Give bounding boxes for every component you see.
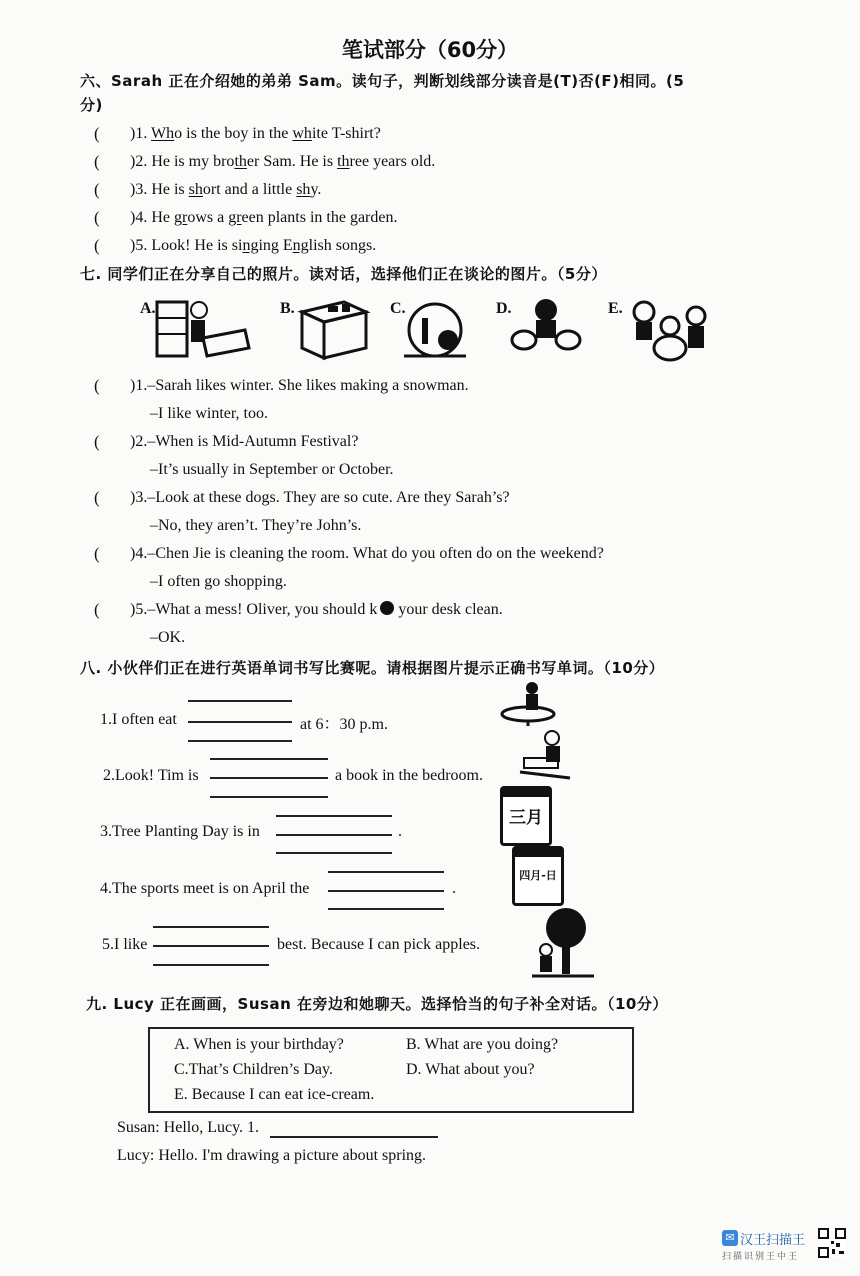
section-6-heading: 六、Sarah 正在介绍她的弟弟 Sam。读句子，判断划线部分读音是(T)否(F)相同。(5	[80, 72, 685, 90]
underlined-letters: sh	[296, 181, 311, 198]
answer-paren[interactable]: (	[94, 152, 100, 171]
dialog-answer: –I often go shopping.	[150, 573, 287, 590]
item-text: ort and a little	[202, 181, 297, 198]
picture-b-messy-desk	[292, 298, 372, 364]
pic-label-a: A.	[140, 300, 156, 317]
item-text: He is	[151, 181, 189, 198]
s8-q1-post: at 6：30 p.m.	[300, 716, 388, 733]
page-title: 笔试部分（60分）	[341, 38, 519, 62]
dialog-question	[130, 601, 503, 619]
dialog-question	[130, 433, 358, 451]
picture-d-dogs	[510, 296, 582, 360]
s8-q2-line-top	[210, 758, 328, 760]
item-text: ing E	[258, 237, 293, 254]
s8-q1-blank[interactable]	[188, 721, 292, 723]
pic-label-e: E.	[608, 300, 623, 317]
pic-label-d: D.	[496, 300, 512, 317]
dialog-answer: –It’s usually in September or October.	[150, 461, 394, 478]
s8-q2-line-bottom	[210, 796, 328, 798]
answer-paren[interactable]: (	[94, 236, 100, 255]
dialog-question	[130, 489, 510, 507]
underlined-letters: wh	[292, 125, 312, 142]
section-6-heading-cont: 分)	[80, 96, 103, 114]
answer-paren[interactable]: (	[94, 488, 100, 507]
s8-q5-line-top	[153, 926, 269, 928]
sec6-item	[130, 153, 435, 171]
s8-q1-pre: 1.I often eat	[100, 711, 177, 728]
item-text: ite T-shirt?	[311, 125, 381, 142]
item-text: He	[151, 209, 174, 226]
item-text: He is my bro	[151, 153, 235, 170]
underlined-letters: sh	[188, 181, 203, 198]
answer-paren[interactable]: (	[94, 124, 100, 143]
item-text: )4.	[130, 209, 152, 226]
picture-apple-tree	[528, 906, 598, 980]
dialog-blank-1[interactable]	[270, 1136, 438, 1138]
question-text: )1.–Sarah likes winter. She likes making a snowman.	[130, 377, 469, 394]
underlined-letters: th	[234, 153, 247, 170]
item-text: lish songs.	[308, 237, 377, 254]
calendar-march-icon	[500, 786, 552, 846]
section-9-heading: 九. Lucy 正在画画，Susan 在旁边和她聊天。选择恰当的句子补全对话。（10分）	[86, 995, 668, 1013]
s8-q3-post: .	[398, 823, 402, 840]
question-text: )4.–Chen Jie is cleaning the room. What do you often do on the weekend?	[130, 545, 604, 562]
dialog-answer: –No, they aren’t. They’re John’s.	[150, 517, 362, 534]
option-b: B. What are you doing?	[406, 1036, 559, 1053]
item-text: een plants in the garden.	[241, 209, 398, 226]
underlined-letters: th	[337, 153, 350, 170]
item-text: Look! He is si	[151, 237, 243, 254]
answer-paren[interactable]: (	[94, 180, 100, 199]
s8-q2-post: a book in the bedroom.	[335, 767, 483, 784]
calendar-april-text: 四月-日	[519, 869, 557, 882]
dialog-question	[130, 545, 604, 563]
answer-paren[interactable]: (	[94, 432, 100, 451]
option-d: D. What about you?	[406, 1061, 535, 1078]
dialog-lucy: Lucy: Hello. I'm drawing a picture about spring.	[117, 1147, 427, 1164]
underlined-letters: ng	[292, 237, 309, 254]
question-text: )5.–What a mess! Oliver, you should k	[130, 601, 378, 618]
underlined-letters: gr	[173, 209, 188, 226]
item-text: )3.	[130, 181, 152, 198]
underlined-letters: Wh	[151, 125, 175, 142]
option-a: A. When is your birthday?	[174, 1036, 344, 1053]
s8-q5-pre: 5.I like	[102, 936, 148, 953]
calendar-march-text: 三月	[509, 808, 543, 828]
answer-paren[interactable]: (	[94, 600, 100, 619]
option-c: C.That’s Children’s Day.	[174, 1061, 333, 1078]
s8-q4-pre: 4.The sports meet is on April the	[100, 880, 310, 897]
watermark-name: 汉王扫描王	[740, 1233, 806, 1248]
question-text: )3.–Look at these dogs. They are so cute. Are they Sarah’s?	[130, 489, 510, 506]
option-e: E. Because I can eat ice-cream.	[174, 1086, 375, 1103]
s8-q1-line-bottom	[188, 740, 292, 742]
s8-q3-blank[interactable]	[276, 834, 392, 836]
item-text: )1.	[130, 125, 152, 142]
s8-q2-pre: 2.Look! Tim is	[103, 767, 199, 784]
underlined-letters: gr	[228, 209, 242, 226]
scanner-logo-icon: ✉	[722, 1230, 738, 1246]
underlined-letters: ng	[242, 237, 259, 254]
s8-q1-line-top	[188, 700, 292, 702]
picture-dinner	[498, 680, 560, 728]
sec6-item	[130, 125, 381, 143]
pic-label-c: C.	[390, 300, 406, 317]
sec6-item	[130, 209, 397, 227]
item-text: o is the boy in the	[174, 125, 293, 142]
picture-reading	[518, 728, 574, 782]
dialog-answer: –OK.	[150, 629, 186, 646]
item-text: y.	[310, 181, 322, 198]
question-text: your desk clean.	[394, 601, 503, 618]
item-text: )5.	[130, 237, 152, 254]
s8-q4-post: .	[452, 880, 456, 897]
s8-q5-post: best. Because I can pick apples.	[277, 936, 481, 953]
ink-blot-icon	[380, 601, 394, 615]
s8-q2-blank[interactable]	[210, 777, 328, 779]
dialog-susan: Susan: Hello, Lucy. 1.	[117, 1119, 260, 1136]
s8-q4-line-top	[328, 871, 444, 873]
s8-q5-blank[interactable]	[153, 945, 269, 947]
section-8-heading: 八. 小伙伴们正在进行英语单词书写比赛呢。请根据图片提示正确书写单词。（10分）	[80, 659, 665, 677]
answer-paren[interactable]: (	[94, 544, 100, 563]
section-7-heading: 七. 同学们正在分享自己的照片。读对话，选择他们正在谈论的图片。（5分）	[80, 265, 607, 283]
sec6-item	[130, 237, 376, 255]
s8-q3-line-bottom	[276, 852, 392, 854]
picture-e-snowman	[626, 296, 712, 364]
picture-c-moon-festival	[400, 298, 470, 364]
question-text: )2.–When is Mid-Autumn Festival?	[130, 433, 359, 450]
answer-paren[interactable]: (	[94, 376, 100, 395]
s8-q3-line-top	[276, 815, 392, 817]
dialog-answer: –I like winter, too.	[150, 405, 268, 422]
dialog-question	[130, 377, 469, 395]
qr-code-icon	[818, 1228, 846, 1258]
options-box	[148, 1027, 634, 1113]
item-text: ree years old.	[349, 153, 436, 170]
watermark-sub: 扫描识别王中王	[722, 1252, 800, 1262]
sec6-item	[130, 181, 321, 199]
pic-label-b: B.	[280, 300, 295, 317]
picture-a-bedroom	[153, 298, 253, 364]
s8-q5-line-bottom	[153, 964, 269, 966]
scanner-watermark	[718, 1228, 848, 1268]
item-text: er Sam. He is	[246, 153, 338, 170]
calendar-april-icon	[512, 846, 564, 906]
item-text: )2.	[130, 153, 152, 170]
item-text: ows a	[187, 209, 229, 226]
s8-q4-line-bottom	[328, 908, 444, 910]
answer-paren[interactable]: (	[94, 208, 100, 227]
s8-q4-blank[interactable]	[328, 890, 444, 892]
s8-q3-pre: 3.Tree Planting Day is in	[100, 823, 260, 840]
